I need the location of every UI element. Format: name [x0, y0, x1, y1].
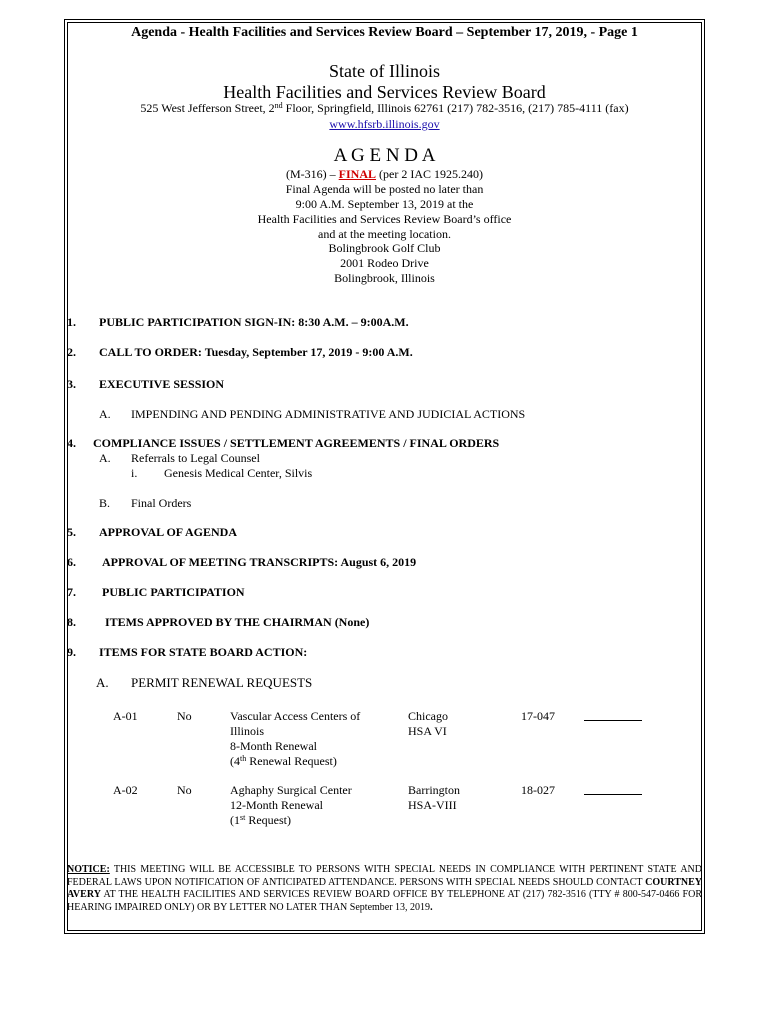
notice-contact: COURTNEY AVERY — [67, 876, 702, 900]
agenda-line: Final Agenda will be posted no later than — [285, 182, 484, 196]
item-approval-agenda: APPROVAL OF AGENDA — [99, 525, 238, 539]
permit-request: (4th Renewal Request) — [230, 754, 337, 768]
permit-request: (1st Request) — [230, 813, 291, 827]
permit-city: Barrington — [408, 783, 460, 797]
item-number: 3. — [67, 377, 76, 391]
item-number: 2. — [67, 345, 76, 359]
subitem-actions: IMPENDING AND PENDING ADMINISTRATIVE AND JUDICIAL ACTIONS — [131, 407, 526, 421]
item-sign-in: PUBLIC PARTICIPATION SIGN-IN: 8:30 A.M. – 9:00A.M. — [99, 315, 409, 329]
subitem-letter: A. — [99, 407, 111, 421]
agenda-code-line: (M-316) – FINAL (per 2 IAC 1925.240) — [286, 167, 483, 181]
item-number: 8. — [67, 615, 76, 629]
permit-flag: No — [177, 783, 192, 797]
item-number: 1. — [67, 315, 76, 329]
subitem-final-orders: Final Orders — [131, 496, 192, 510]
signature-blank-line — [584, 720, 642, 721]
permit-name: Aghaphy Surgical Center — [230, 783, 352, 797]
subitem-letter: A. — [99, 451, 111, 465]
state-title: State of Illinois — [329, 61, 440, 81]
permit-hsa: HSA-VIII — [408, 798, 457, 812]
agenda-heading: A G E N D A — [333, 145, 436, 166]
item-compliance: COMPLIANCE ISSUES / SETTLEMENT AGREEMENTS / FINAL ORDERS — [93, 436, 500, 450]
item-chairman: ITEMS APPROVED BY THE CHAIRMAN (None) — [105, 615, 370, 629]
permit-renewal: 12-Month Renewal — [230, 798, 323, 812]
permit-id: A-02 — [113, 783, 138, 797]
permit-project-number: 17-047 — [521, 709, 555, 723]
permit-renewal: 8-Month Renewal — [230, 739, 317, 753]
subitem-genesis: Genesis Medical Center, Silvis — [164, 466, 313, 480]
item-public-participation: PUBLIC PARTICIPATION — [102, 585, 245, 599]
address-line: 525 West Jefferson Street, 2nd Floor, Springfield, Illinois 62761 (217) 782-3516, (217) 785-4111 (fax) — [140, 101, 629, 115]
agenda-line: 2001 Rodeo Drive — [340, 256, 429, 270]
agenda-line: 9:00 A.M. September 13, 2019 at the — [295, 197, 474, 211]
notice-label: NOTICE: — [67, 864, 110, 875]
accessibility-notice: NOTICE: THIS MEETING WILL BE ACCESSIBLE TO PERSONS WITH SPECIAL NEEDS IN COMPLIANCE WITH PERTINENT STATE AND FEDERAL LAWS UPON NOTIFICATION OF ANTICIPATED ATTENDANCE. PERSONS WITH SPECIAL NEEDS SHOULD CONTACT COURTNEY AVERY AT THE HEALTH FACILITIES AND SERVICES REVIEW BOARD OFFICE BY TELEPHONE AT (217) 782-3516 (TTY # 800-547-0466 FOR HEARING IMPAIRED ONLY) OR BY LETTER NO LATER THAN September 13, 2019. — [67, 864, 702, 913]
subitem-referrals: Referrals to Legal Counsel — [131, 451, 260, 465]
subitem-letter: B. — [99, 496, 111, 510]
permit-name: Illinois — [230, 724, 265, 738]
item-call-to-order: CALL TO ORDER: Tuesday, September 17, 2019 - 9:00 A.M. — [99, 345, 413, 359]
signature-blank-line — [584, 794, 642, 795]
permit-project-number: 18-027 — [521, 783, 555, 797]
website-line — [67, 117, 702, 132]
board-title: Health Facilities and Services Review Board — [223, 82, 546, 102]
item-number: 9. — [67, 645, 76, 659]
agenda-line: Bolingbrook Golf Club — [328, 241, 441, 255]
item-transcripts: APPROVAL OF MEETING TRANSCRIPTS: August 6, 2019 — [102, 555, 417, 569]
item-state-board-action: ITEMS FOR STATE BOARD ACTION: — [99, 645, 308, 659]
item-number: 5. — [67, 525, 76, 539]
item-number: 7. — [67, 585, 76, 599]
permit-hsa: HSA VI — [408, 724, 447, 738]
item-number: 4. — [67, 436, 76, 450]
permit-id: A-01 — [113, 709, 138, 723]
permit-flag: No — [177, 709, 192, 723]
subitem-roman: i. — [131, 466, 138, 480]
item-number: 6. — [67, 555, 76, 569]
subitem-letter: A. — [96, 675, 109, 690]
item-executive-session: EXECUTIVE SESSION — [99, 377, 225, 391]
permit-city: Chicago — [408, 709, 448, 723]
permit-name: Vascular Access Centers of — [230, 709, 361, 723]
agenda-line: Health Facilities and Services Review Board’s office — [257, 212, 512, 226]
final-label: FINAL — [338, 167, 377, 181]
page-title: Agenda - Health Facilities and Services Review Board – September 17, 2019, - Page 1 — [131, 25, 638, 40]
website-link[interactable]: www.hfsrb.illinois.gov — [329, 117, 440, 131]
subitem-permit-renewals: PERMIT RENEWAL REQUESTS — [131, 675, 313, 690]
agenda-line: Bolingbrook, Illinois — [334, 271, 435, 285]
agenda-line: and at the meeting location. — [318, 227, 451, 241]
